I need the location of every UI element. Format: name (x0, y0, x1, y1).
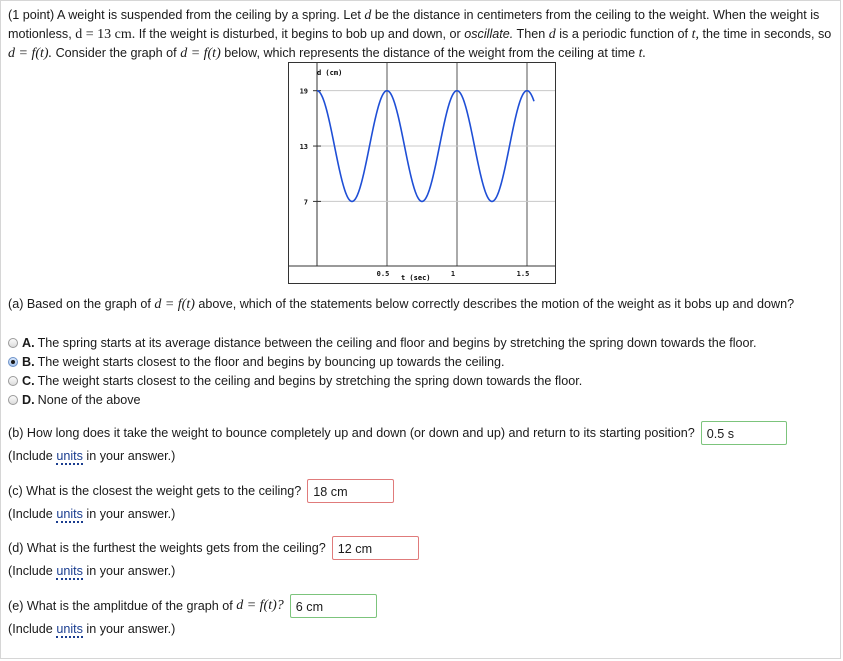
radio-button[interactable] (8, 395, 18, 405)
option-text: The spring starts at its average distance between the ceiling and floor and begins by stretching the spring down towards the floor. (37, 335, 757, 350)
intro-text: below, which represents the distance of the weight from the ceiling at time (224, 46, 636, 60)
question-a (8, 297, 794, 313)
x-tick-label: 0.5 (376, 270, 390, 278)
y-tick-label: 19 (299, 87, 308, 96)
question-text: above, which of the statements below correctly describes the motion of the weight as it bobs up and down? (198, 297, 795, 311)
intro-text: the time in seconds, so (702, 27, 832, 41)
question-text: (a) Based on the graph of (8, 297, 151, 311)
radio-button[interactable] (8, 376, 18, 386)
question-text: (e) What is the amplitdue of the graph of (8, 599, 233, 613)
units-note (8, 622, 175, 636)
x-tick-label: 1 (450, 270, 456, 278)
option-b[interactable] (8, 352, 757, 371)
x-axis-label: t (sec) (401, 274, 431, 282)
distance-graph (288, 62, 556, 284)
intro-text: If the weight is disturbed, it begins to bob up and down, or (138, 27, 461, 41)
units-link[interactable]: units (56, 564, 83, 578)
var-d: d (364, 8, 372, 23)
note-text: in your answer.) (86, 449, 176, 463)
option-d[interactable] (8, 390, 757, 409)
question-text: (d) What is the furthest the weights gets from the ceiling? (8, 541, 326, 555)
equation: d = f(t). (8, 46, 53, 61)
question-d (8, 536, 419, 560)
note-text: (Include (8, 507, 53, 521)
option-c[interactable] (8, 371, 757, 390)
option-letter: A. (22, 335, 35, 350)
answer-options (8, 333, 757, 409)
question-text: (b) How long does it take the weight to bounce completely up and down (or down and up) and return to its starting position? (8, 426, 695, 440)
note-text: (Include (8, 622, 53, 636)
option-text: The weight starts closest to the ceiling and begins by stretching the spring down towards the floor. (37, 373, 583, 388)
option-a[interactable] (8, 333, 757, 352)
question-e (8, 594, 377, 618)
intro-text: (1 point) A weight is suspended from the ceiling by a spring. Let (8, 8, 361, 22)
question-b (8, 421, 787, 445)
var-d: d (548, 27, 556, 42)
x-tick-label: 1.5 (516, 270, 530, 278)
equation: d = f(t)? (236, 598, 284, 613)
term-oscillate: oscillate. (464, 27, 514, 41)
note-text: in your answer.) (86, 622, 176, 636)
intro-text: be the distance in centimeters from the ceiling to the weight. When the weight is motionless, (8, 8, 820, 41)
graph-border (289, 63, 556, 284)
option-text: The weight starts closest to the floor and begins by bouncing up towards the ceiling. (37, 354, 505, 369)
units-link[interactable]: units (56, 449, 83, 463)
units-note (8, 564, 175, 578)
units-note (8, 507, 175, 521)
y-tick-label: 7 (303, 198, 308, 207)
answer-b-input[interactable]: 0.5 s (701, 421, 787, 445)
y-axis-label: d (cm) (317, 69, 343, 77)
option-letter: D. (22, 392, 35, 407)
units-link[interactable]: units (56, 622, 83, 636)
intro-text: Consider the graph of (55, 46, 177, 60)
note-text: (Include (8, 449, 53, 463)
equation: d = 13 cm. (75, 27, 136, 42)
answer-d-input[interactable]: 12 cm (332, 536, 419, 560)
intro-text: Then (516, 27, 546, 41)
option-text: None of the above (37, 392, 141, 407)
question-text: (c) What is the closest the weight gets to the ceiling? (8, 484, 302, 498)
intro-text: is a periodic function of (559, 27, 689, 41)
y-tick-label: 13 (299, 143, 308, 152)
answer-e-input[interactable]: 6 cm (290, 594, 377, 618)
problem-intro (8, 6, 836, 63)
var-t: t, (691, 27, 699, 42)
note-text: in your answer.) (86, 507, 176, 521)
radio-button-selected[interactable] (8, 357, 18, 367)
option-letter: B. (22, 354, 35, 369)
equation: d = f(t) (180, 46, 221, 61)
equation: d = f(t) (154, 297, 195, 312)
note-text: in your answer.) (86, 564, 176, 578)
var-t: t. (638, 46, 647, 61)
option-letter: C. (22, 373, 35, 388)
units-link[interactable]: units (56, 507, 83, 521)
radio-button[interactable] (8, 338, 18, 348)
answer-c-input[interactable]: 18 cm (307, 479, 394, 503)
question-c (8, 479, 394, 503)
note-text: (Include (8, 564, 53, 578)
units-note (8, 449, 175, 463)
